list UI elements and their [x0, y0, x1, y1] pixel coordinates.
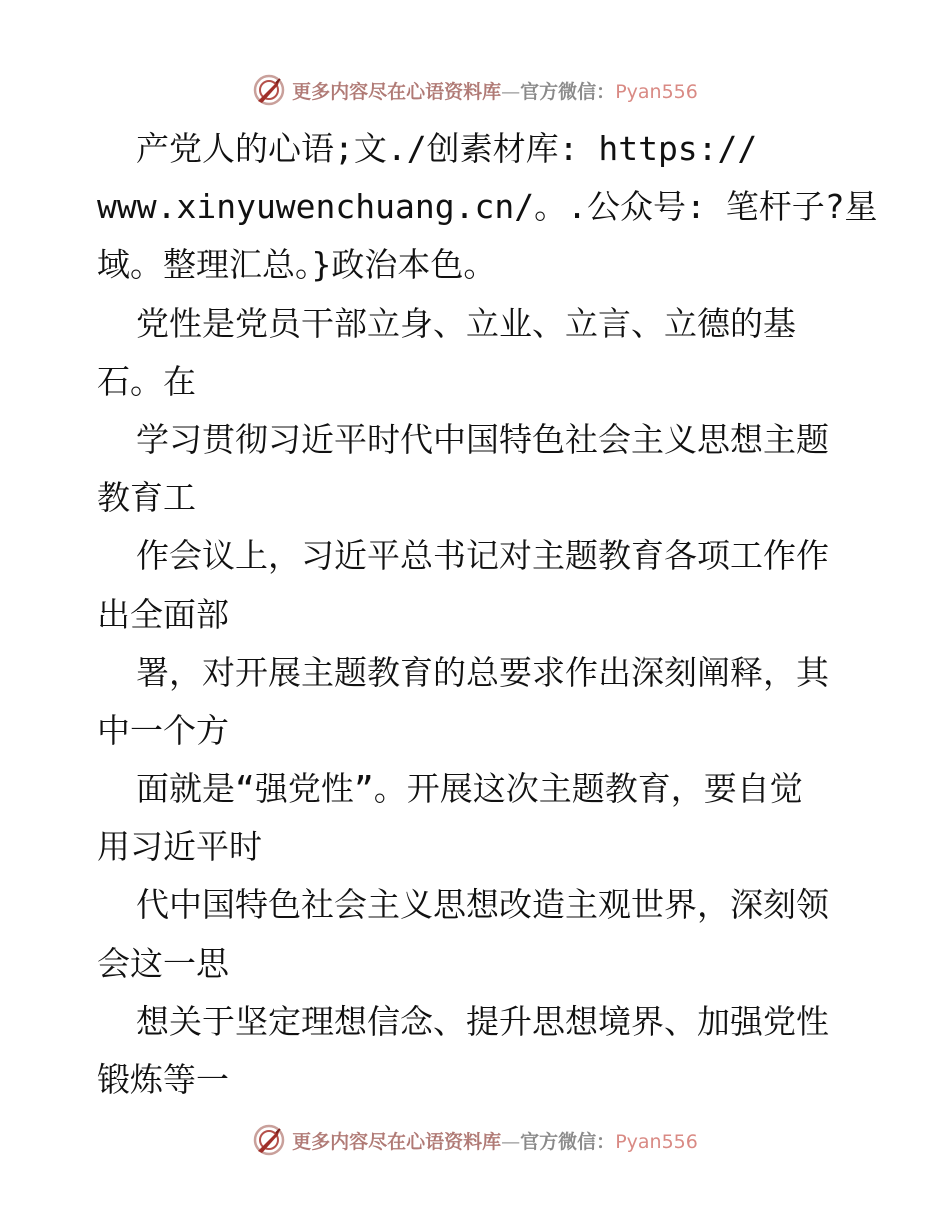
- banner-main-text: 更多内容尽在心语资料库: [292, 80, 502, 103]
- text-line: 教育工: [97, 478, 196, 518]
- text-line: 用习近平时: [97, 827, 262, 867]
- text-line: 中一个方: [97, 710, 229, 750]
- text-line: 域。整理汇总。}政治本色。: [97, 245, 497, 285]
- text-line: www.xinyuwenchuang.cn/。.公众号: 笔杆子?星: [97, 187, 878, 227]
- banner-dash: —: [501, 1130, 521, 1153]
- text-line: 署，对开展主题教育的总要求作出深刻阐释，其: [136, 652, 829, 692]
- text-line: 面就是“强党性”。开展这次主题教育，要自觉: [136, 769, 803, 809]
- banner-text: [292, 77, 698, 104]
- banner-dash: —: [501, 80, 521, 103]
- banner-wechat-id: Pyan556: [615, 1130, 698, 1153]
- text-line: 党性是党员干部立身、立业、立言、立德的基: [136, 303, 796, 343]
- text-line: 想关于坚定理想信念、提升思想境界、加强党性: [136, 1001, 829, 1041]
- banner-label: 官方微信：: [520, 1130, 616, 1153]
- document-body: [97, 120, 878, 1109]
- footer-banner: [0, 1120, 950, 1160]
- header-banner: [0, 70, 950, 110]
- text-line: 石。在: [97, 361, 196, 401]
- text-line: 作会议上，习近平总书记对主题教育各项工作作: [136, 536, 829, 576]
- banner-text: [292, 1127, 698, 1154]
- banner-wechat-id: Pyan556: [615, 80, 698, 103]
- pen-logo-icon: [252, 73, 286, 107]
- banner-main-text: 更多内容尽在心语资料库: [292, 1130, 502, 1153]
- text-line: 锻炼等一: [97, 1060, 229, 1099]
- banner-label: 官方微信：: [520, 80, 616, 103]
- text-line: 会这一思: [97, 943, 229, 983]
- text-line: 出全面部: [97, 594, 229, 634]
- pen-logo-icon: [252, 1123, 286, 1157]
- text-line: 学习贯彻习近平时代中国特色社会主义思想主题: [136, 419, 829, 459]
- text-line: 代中国特色社会主义思想改造主观世界，深刻领: [136, 885, 829, 925]
- text-line: 产党人的心语;文./创素材库: https://: [136, 129, 758, 168]
